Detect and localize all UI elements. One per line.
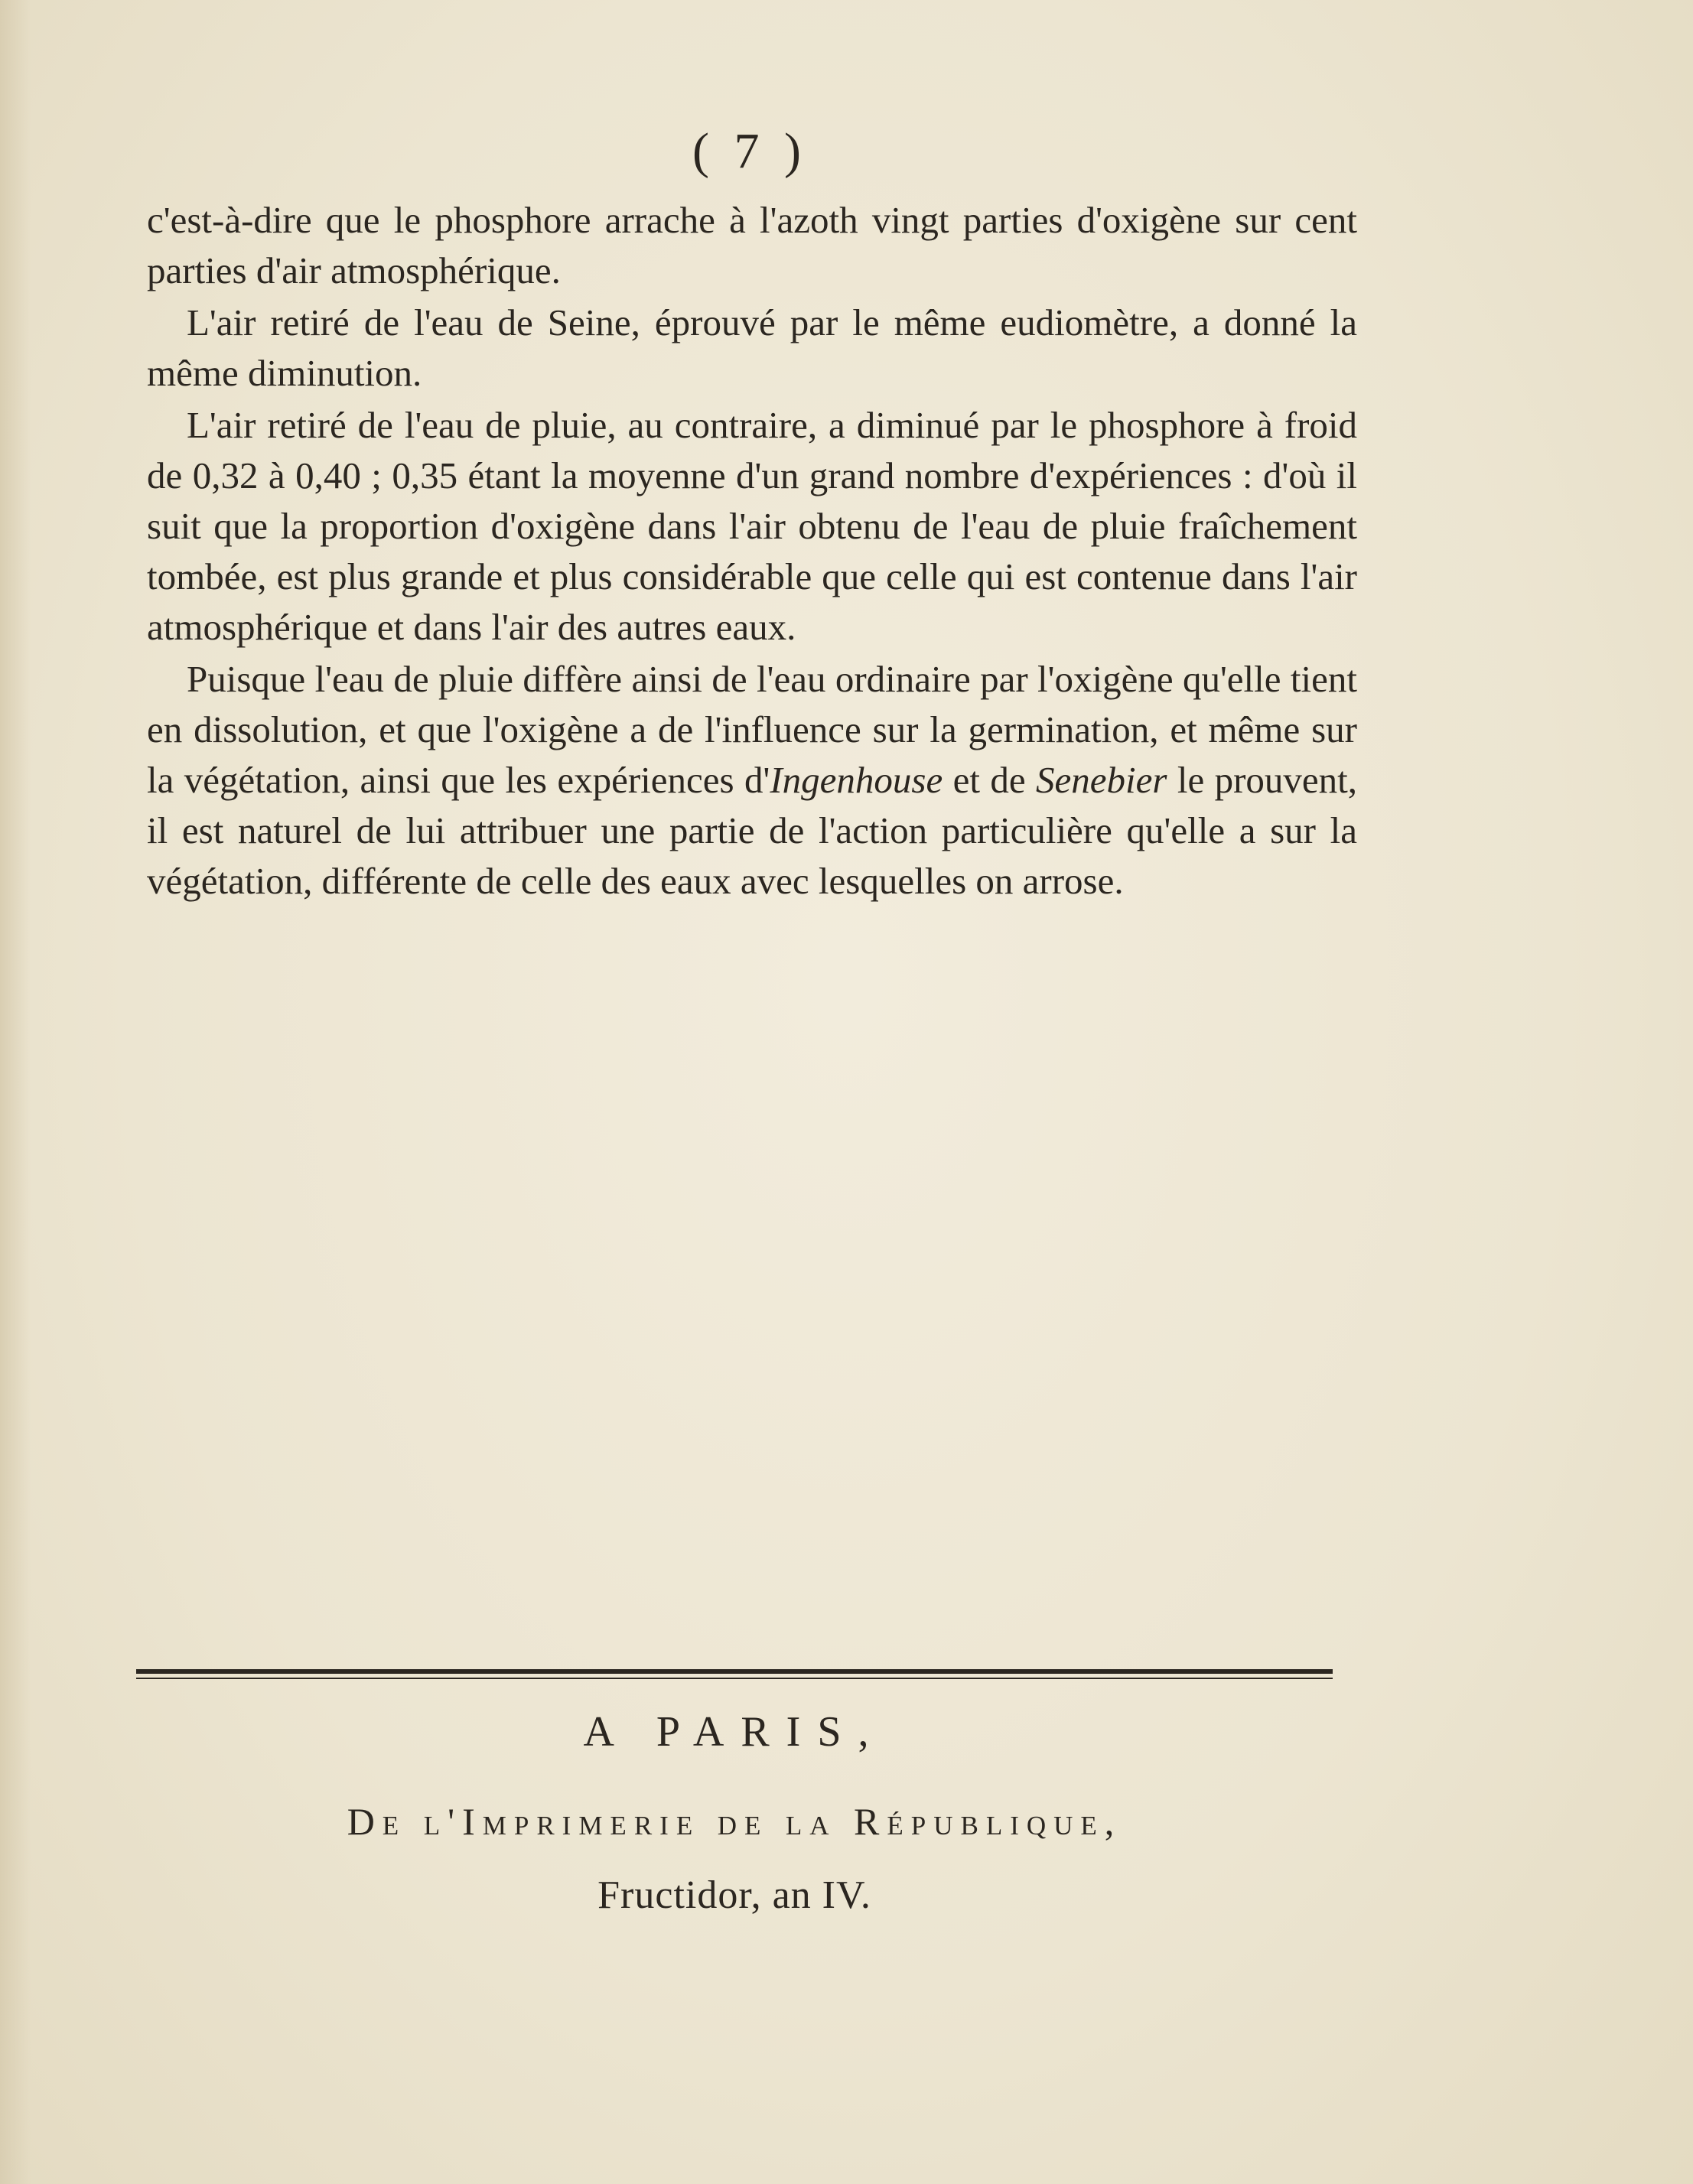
imprint-printer: De l'Imprimerie de la République,	[347, 1800, 1122, 1843]
page-edge-shadow	[0, 0, 31, 2184]
paragraph-2: L'air retiré de l'eau de Seine, éprouvé par le même eudiomètre, a donné la même diminution.	[147, 301, 1357, 394]
paragraph-4-text-a: Puisque l'eau de pluie diffère ainsi de l'eau ordinaire par l'oxigène qu'elle tient en dissolution, et que l'oxigène a de l'influence sur la germination, et même sur la végétation, ainsi que les expériences d'	[147, 658, 1357, 801]
author-name-ingenhouse: Ingenhouse	[770, 759, 943, 801]
body-text	[147, 195, 1357, 908]
double-rule-divider	[136, 1669, 1333, 1680]
rule-thick-line	[136, 1669, 1333, 1674]
page-number: ( 7 )	[692, 123, 807, 179]
paragraph-4-text-b: et de	[943, 759, 1036, 801]
paragraph-1: c'est-à-dire que le phosphore arrache à l'azoth vingt parties d'oxigène sur cent parties d'air atmosphérique.	[147, 199, 1357, 291]
rule-thin-line	[136, 1678, 1333, 1679]
author-name-senebier: Senebier	[1036, 759, 1167, 801]
paragraph-4-text-c: le prouvent, il est naturel de lui attribuer une partie de l'action particulière qu'elle a sur la végétation, différente de celle des eaux avec lesquelles on arrose.	[147, 759, 1358, 902]
imprint-place: A PARIS,	[583, 1708, 886, 1756]
imprint-date: Fructidor, an IV.	[597, 1873, 871, 1917]
paragraph-4	[147, 654, 1357, 906]
paragraph-3: L'air retiré de l'eau de pluie, au contraire, a diminué par le phosphore à froid de 0,32 à 0,40 ; 0,35 étant la moyenne d'un grand nombre d'expériences : d'où il suit que la proportion d'oxigène dans l'air obtenu de l'eau de pluie fraîchement tombée, est plus grande et plus considérable que celle qui est contenue dans l'air atmosphérique et dans l'air des autres eaux.	[147, 404, 1357, 648]
